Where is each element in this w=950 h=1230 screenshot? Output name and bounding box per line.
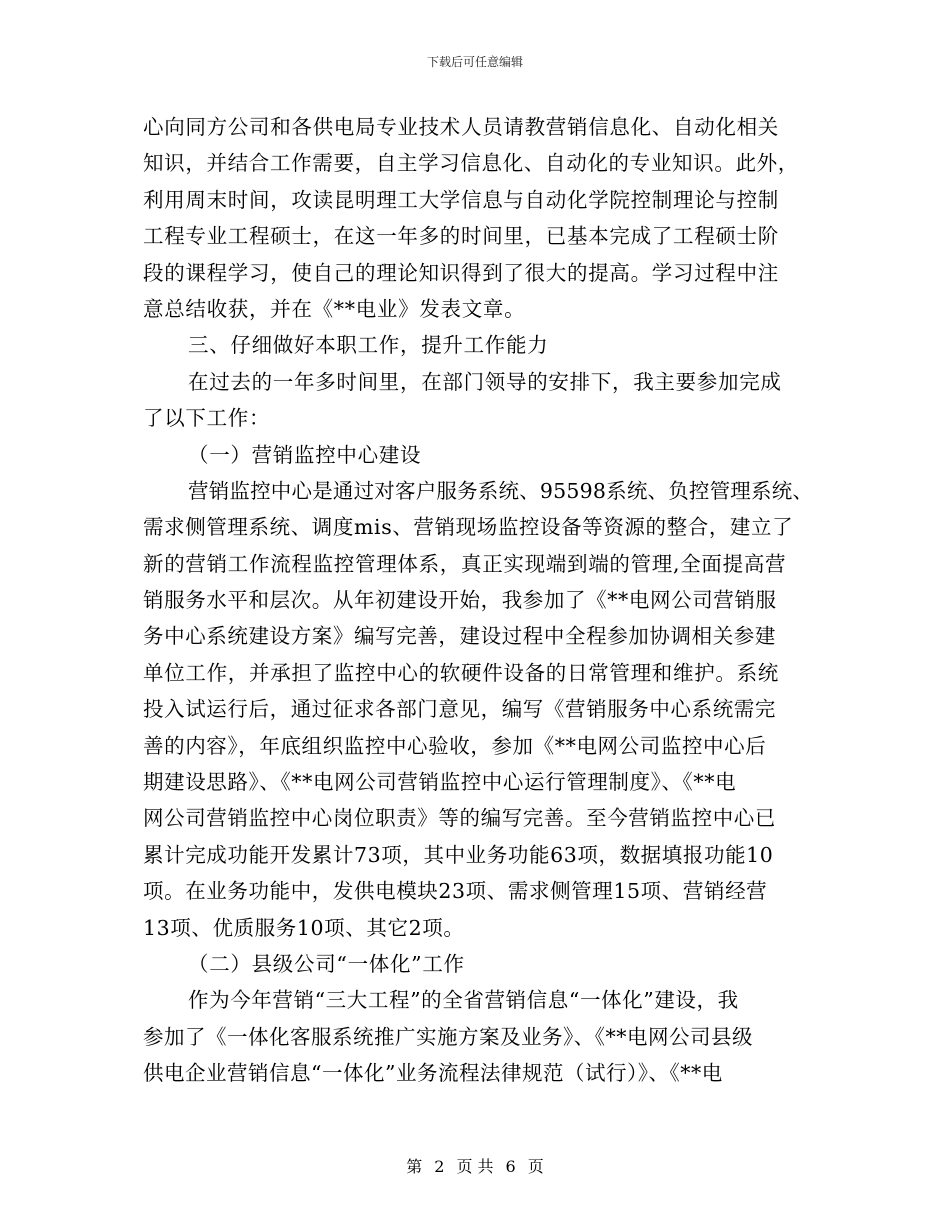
body-line: 13项、优质服务10项、其它2项。 <box>143 915 465 940</box>
body-line: 销服务水平和层次。从年初建设开始，我参加了《**电网公司营销服 <box>143 588 777 613</box>
page-header: 下载后可任意编辑 <box>426 55 523 69</box>
document-body <box>143 109 843 1092</box>
body-line: 利用周末时间，攻读昆明理工大学信息与自动化学院控制理论与控制 <box>143 187 779 212</box>
body-line: 心向同方公司和各供电局专业技术人员请教营销信息化、自动化相关 <box>143 115 779 139</box>
body-line: 务中心系统建设方案》编写完善，建设过程中全程参加协调相关参建 <box>143 624 776 649</box>
subsection-heading: （一）营销监控中心建设 <box>188 442 422 467</box>
body-line: 参加了《一体化客服系统推广实施方案及业务》、《**电网公司县级 <box>143 1024 753 1049</box>
body-line: 工程专业工程硕士，在这一年多的时间里，已基本完成了工程硕士阶 <box>143 224 779 249</box>
body-line: 善的内容》，年底组织监控中心验收，参加《**电网公司监控中心后 <box>143 733 767 758</box>
footer-suffix: 页 <box>527 1157 544 1176</box>
footer-prefix: 第 <box>406 1157 423 1176</box>
subsection-heading: （二）县级公司“一体化”工作 <box>188 951 465 976</box>
body-line: 投入试运行后，通过征求各部门意见，编写《营销服务中心系统需完 <box>143 697 776 722</box>
body-line: 累计完成功能开发累计73项，其中业务功能63项，数据填报功能10 <box>143 842 774 867</box>
body-line: 在过去的一年多时间里，在部门领导的安排下，我主要参加完成 <box>188 369 782 394</box>
body-line: 网公司营销监控中心岗位职责》等的编写完善。至今营销监控中心已 <box>143 806 776 831</box>
page-footer <box>0 1154 950 1177</box>
current-page-number: 2 <box>434 1157 445 1176</box>
body-line: 营销监控中心是通过对客户服务系统、95598系统、负控管理系统、 <box>188 478 814 503</box>
total-page-count: 6 <box>505 1157 516 1176</box>
body-line: 新的营销工作流程监控管理体系，真正实现端到端的管理,全面提高营 <box>143 551 787 576</box>
body-line: 期建设思路》、《**电网公司营销监控中心运行管理制度》、《**电 <box>143 770 737 795</box>
section-heading: 三、仔细做好本职工作，提升工作能力 <box>188 333 549 358</box>
body-line: 知识，并结合工作需要，自主学习信息化、自动化的专业知识。此外， <box>143 151 799 176</box>
body-line: 作为今年营销“三大工程”的全省营销信息“一体化”建设，我 <box>188 988 739 1013</box>
footer-middle: 页 共 <box>456 1157 494 1176</box>
body-line: 了以下工作： <box>143 406 271 431</box>
body-line: 段的课程学习，使自己的理论知识得到了很大的提高。学习过程中注 <box>143 260 779 285</box>
body-line: 项。在业务功能中，发供电模块23项、需求侧管理15项、营销经营 <box>143 879 768 904</box>
body-line: 需求侧管理系统、调度mis、营销现场监控设备等资源的整合，建立了 <box>143 515 794 540</box>
body-line: 意总结收获，并在《**电业》发表文章。 <box>143 296 526 321</box>
body-line: 供电企业营销信息“一体化”业务流程法律规范（试行）》、《**电 <box>143 1061 723 1086</box>
body-line: 单位工作，并承担了监控中心的软硬件设备的日常管理和维护。系统 <box>143 660 779 685</box>
